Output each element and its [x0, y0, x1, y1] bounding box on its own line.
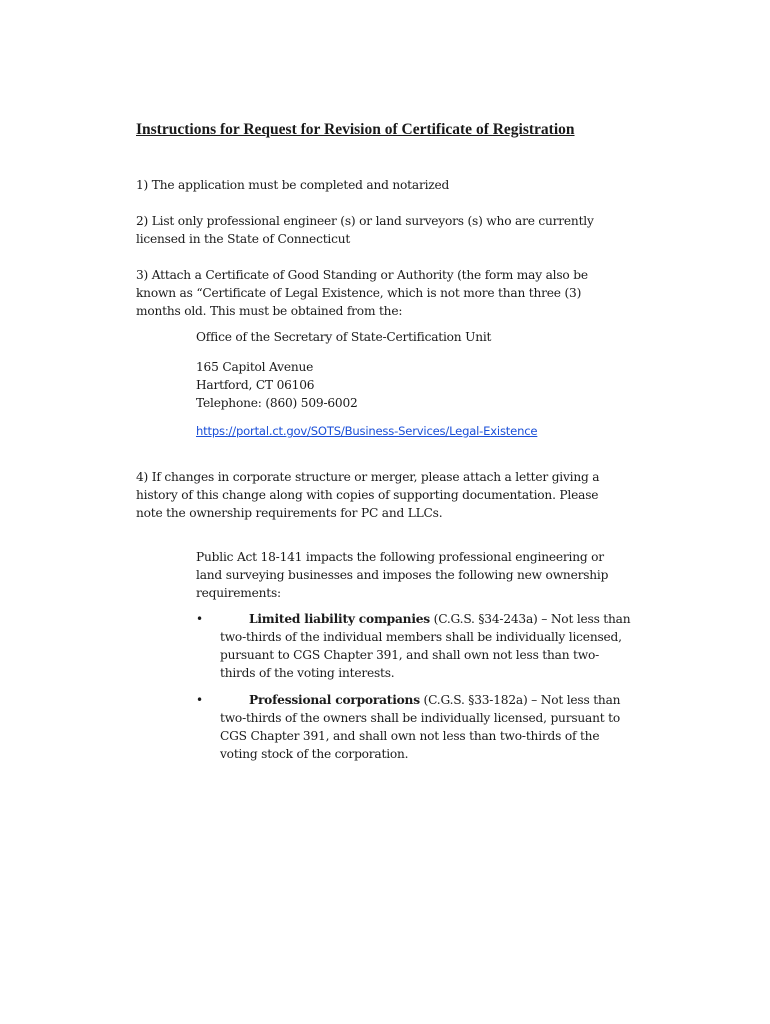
office-name [196, 328, 656, 346]
office-name-text: Office of the Secretary of State-Certification Unit [196, 330, 492, 344]
bullet-pc-line: voting stock of the corporation. [220, 747, 409, 761]
address-phone: Telephone: (860) 509-6002 [196, 396, 358, 410]
address-city: Hartford, CT 06106 [196, 378, 315, 392]
bullet-pc-heading: Professional corporations [249, 693, 420, 707]
instruction-3-line: months old. This must be obtained from the: [136, 304, 403, 318]
bullet-pc-line: two-thirds of the owners shall be individually licensed, pursuant to [220, 711, 620, 725]
bullet-pc-body [220, 691, 660, 763]
bullet-icon: • [196, 693, 204, 707]
address-street: 165 Capitol Avenue [196, 360, 314, 374]
instruction-3-line: known as “Certificate of Legal Existence, which is not more than three (3) [136, 286, 582, 300]
page-title: Instructions for Request for Revision of Certificate of Registration [136, 121, 575, 138]
public-act-line: Public Act 18-141 impacts the following professional engineering or [196, 550, 604, 564]
bullet-llc-line: thirds of the voting interests. [220, 666, 395, 680]
bullet-pc-first-line [220, 691, 660, 709]
instruction-2 [136, 212, 646, 248]
instruction-4-line: note the ownership requirements for PC and LLCs. [136, 506, 443, 520]
bullet-llc-heading: Limited liability companies [249, 612, 430, 626]
instruction-3 [136, 266, 646, 320]
bullet-llc-line: pursuant to CGS Chapter 391, and shall own not less than two- [220, 648, 600, 662]
legal-existence-link[interactable]: https://portal.ct.gov/SOTS/Business-Services/Legal-Existence [196, 424, 538, 438]
bullet-llc-line: two-thirds of the individual members shall be individually licensed, [220, 630, 622, 644]
instruction-4-line: history of this change along with copies of supporting documentation. Please [136, 488, 599, 502]
bullet-llc-citation: (C.G.S. §34-243a) – Not less than [429, 612, 631, 626]
instruction-2-line: licensed in the State of Connecticut [136, 232, 351, 246]
instruction-4-line: 4) If changes in corporate structure or merger, please attach a letter giving a [136, 470, 600, 484]
public-act-line: requirements: [196, 586, 281, 600]
bullet-pc-citation: (C.G.S. §33-182a) – Not less than [419, 693, 621, 707]
bullet-llc-first-line [220, 610, 660, 628]
bullet-icon: • [196, 612, 204, 626]
instruction-1 [136, 176, 646, 194]
instruction-1-text: 1) The application must be completed and notarized [136, 178, 450, 192]
bullet-llc-body [220, 610, 660, 682]
instruction-3-line: 3) Attach a Certificate of Good Standing or Authority (the form may also be [136, 268, 588, 282]
bullet-pc-line: CGS Chapter 391, and shall own not less than two-thirds of the [220, 729, 600, 743]
office-address [196, 358, 656, 412]
instruction-2-line: 2) List only professional engineer (s) or land surveyors (s) who are currently [136, 214, 594, 228]
instruction-4 [136, 468, 646, 522]
public-act-paragraph [196, 548, 656, 602]
public-act-line: land surveying businesses and imposes the following new ownership [196, 568, 609, 582]
